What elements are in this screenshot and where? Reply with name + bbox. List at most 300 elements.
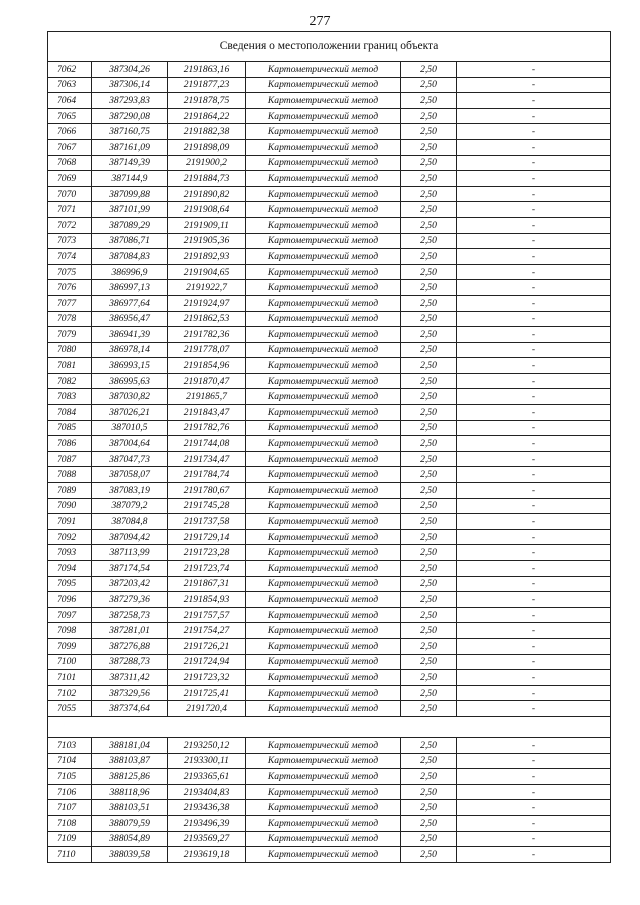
method-cell: Картометрический метод — [246, 233, 401, 249]
table-row — [48, 327, 611, 343]
method-cell: Картометрический метод — [246, 467, 401, 483]
description-cell: - — [457, 139, 611, 155]
accuracy-cell: 2,50 — [401, 311, 457, 327]
description-cell: - — [457, 93, 611, 109]
x-coordinate-cell: 387089,29 — [92, 217, 168, 233]
description-cell: - — [457, 638, 611, 654]
accuracy-cell: 2,50 — [401, 784, 457, 800]
method-cell: Картометрический метод — [246, 217, 401, 233]
point-number-cell: 7071 — [48, 202, 92, 218]
accuracy-cell: 2,50 — [401, 576, 457, 592]
description-cell: - — [457, 342, 611, 358]
point-number-cell: 7107 — [48, 800, 92, 816]
accuracy-cell: 2,50 — [401, 638, 457, 654]
method-cell: Картометрический метод — [246, 737, 401, 753]
y-coordinate-cell: 2191882,38 — [168, 124, 246, 140]
description-cell: - — [457, 155, 611, 171]
description-cell: - — [457, 420, 611, 436]
point-number-cell: 7088 — [48, 467, 92, 483]
point-number-cell: 7103 — [48, 737, 92, 753]
method-cell: Картометрический метод — [246, 514, 401, 530]
point-number-cell: 7105 — [48, 769, 92, 785]
point-number-cell: 7110 — [48, 847, 92, 863]
y-coordinate-cell: 2191723,74 — [168, 561, 246, 577]
accuracy-cell: 2,50 — [401, 186, 457, 202]
description-cell: - — [457, 186, 611, 202]
y-coordinate-cell: 2191867,31 — [168, 576, 246, 592]
table-row — [48, 389, 611, 405]
accuracy-cell: 2,50 — [401, 358, 457, 374]
x-coordinate-cell: 386996,9 — [92, 264, 168, 280]
table-row — [48, 847, 611, 863]
y-coordinate-cell: 2193496,39 — [168, 815, 246, 831]
y-coordinate-cell: 2191723,28 — [168, 545, 246, 561]
point-number-cell: 7055 — [48, 701, 92, 717]
description-cell: - — [457, 249, 611, 265]
y-coordinate-cell: 2191890,82 — [168, 186, 246, 202]
x-coordinate-cell: 387174,54 — [92, 561, 168, 577]
x-coordinate-cell: 388039,58 — [92, 847, 168, 863]
method-cell: Картометрический метод — [246, 186, 401, 202]
y-coordinate-cell: 2191778,07 — [168, 342, 246, 358]
method-cell: Картометрический метод — [246, 545, 401, 561]
accuracy-cell: 2,50 — [401, 373, 457, 389]
x-coordinate-cell: 387161,09 — [92, 139, 168, 155]
table-row — [48, 108, 611, 124]
accuracy-cell: 2,50 — [401, 654, 457, 670]
table-row — [48, 295, 611, 311]
x-coordinate-cell: 387030,82 — [92, 389, 168, 405]
method-cell: Картометрический метод — [246, 654, 401, 670]
y-coordinate-cell: 2191905,36 — [168, 233, 246, 249]
accuracy-cell: 2,50 — [401, 467, 457, 483]
description-cell: - — [457, 784, 611, 800]
table-row — [48, 311, 611, 327]
description-cell: - — [457, 108, 611, 124]
x-coordinate-cell: 387290,08 — [92, 108, 168, 124]
separator-cell — [48, 716, 611, 737]
y-coordinate-cell: 2191922,7 — [168, 280, 246, 296]
y-coordinate-cell: 2193404,83 — [168, 784, 246, 800]
table-row — [48, 769, 611, 785]
description-cell: - — [457, 295, 611, 311]
y-coordinate-cell: 2191734,47 — [168, 451, 246, 467]
method-cell: Картометрический метод — [246, 815, 401, 831]
x-coordinate-cell: 387306,14 — [92, 77, 168, 93]
accuracy-cell: 2,50 — [401, 623, 457, 639]
x-coordinate-cell: 387079,2 — [92, 498, 168, 514]
description-cell: - — [457, 654, 611, 670]
table-row — [48, 217, 611, 233]
x-coordinate-cell: 387084,83 — [92, 249, 168, 265]
x-coordinate-cell: 387004,64 — [92, 436, 168, 452]
y-coordinate-cell: 2191854,93 — [168, 592, 246, 608]
point-number-cell: 7082 — [48, 373, 92, 389]
accuracy-cell: 2,50 — [401, 217, 457, 233]
table-row — [48, 124, 611, 140]
x-coordinate-cell: 387026,21 — [92, 405, 168, 421]
x-coordinate-cell: 387304,26 — [92, 62, 168, 78]
table-row — [48, 576, 611, 592]
accuracy-cell: 2,50 — [401, 436, 457, 452]
table-row — [48, 670, 611, 686]
point-number-cell: 7072 — [48, 217, 92, 233]
point-number-cell: 7104 — [48, 753, 92, 769]
description-cell: - — [457, 576, 611, 592]
accuracy-cell: 2,50 — [401, 514, 457, 530]
description-cell: - — [457, 77, 611, 93]
section-separator-row — [48, 716, 611, 737]
point-number-cell: 7106 — [48, 784, 92, 800]
x-coordinate-cell: 388181,04 — [92, 737, 168, 753]
description-cell: - — [457, 514, 611, 530]
table-header-row — [48, 32, 611, 62]
point-number-cell: 7079 — [48, 327, 92, 343]
point-number-cell: 7087 — [48, 451, 92, 467]
table-row — [48, 529, 611, 545]
method-cell: Картометрический метод — [246, 139, 401, 155]
method-cell: Картометрический метод — [246, 77, 401, 93]
x-coordinate-cell: 387086,71 — [92, 233, 168, 249]
accuracy-cell: 2,50 — [401, 93, 457, 109]
method-cell: Картометрический метод — [246, 436, 401, 452]
accuracy-cell: 2,50 — [401, 295, 457, 311]
y-coordinate-cell: 2191865,7 — [168, 389, 246, 405]
x-coordinate-cell: 387288,73 — [92, 654, 168, 670]
point-number-cell: 7092 — [48, 529, 92, 545]
accuracy-cell: 2,50 — [401, 264, 457, 280]
point-number-cell: 7094 — [48, 561, 92, 577]
x-coordinate-cell: 387149,39 — [92, 155, 168, 171]
table-row — [48, 280, 611, 296]
description-cell: - — [457, 815, 611, 831]
method-cell: Картометрический метод — [246, 358, 401, 374]
table-row — [48, 701, 611, 717]
accuracy-cell: 2,50 — [401, 327, 457, 343]
method-cell: Картометрический метод — [246, 685, 401, 701]
method-cell: Картометрический метод — [246, 561, 401, 577]
y-coordinate-cell: 2191854,96 — [168, 358, 246, 374]
method-cell: Картометрический метод — [246, 753, 401, 769]
method-cell: Картометрический метод — [246, 295, 401, 311]
y-coordinate-cell: 2193300,11 — [168, 753, 246, 769]
point-number-cell: 7065 — [48, 108, 92, 124]
accuracy-cell: 2,50 — [401, 139, 457, 155]
y-coordinate-cell: 2191784,74 — [168, 467, 246, 483]
accuracy-cell: 2,50 — [401, 769, 457, 785]
table-row — [48, 831, 611, 847]
point-number-cell: 7101 — [48, 670, 92, 686]
accuracy-cell: 2,50 — [401, 155, 457, 171]
y-coordinate-cell: 2191864,22 — [168, 108, 246, 124]
point-number-cell: 7075 — [48, 264, 92, 280]
method-cell: Картометрический метод — [246, 249, 401, 265]
y-coordinate-cell: 2191877,23 — [168, 77, 246, 93]
point-number-cell: 7096 — [48, 592, 92, 608]
x-coordinate-cell: 387160,75 — [92, 124, 168, 140]
description-cell: - — [457, 498, 611, 514]
x-coordinate-cell: 388118,96 — [92, 784, 168, 800]
point-number-cell: 7097 — [48, 607, 92, 623]
x-coordinate-cell: 387047,73 — [92, 451, 168, 467]
x-coordinate-cell: 387083,19 — [92, 483, 168, 499]
accuracy-cell: 2,50 — [401, 545, 457, 561]
description-cell: - — [457, 373, 611, 389]
method-cell: Картометрический метод — [246, 311, 401, 327]
x-coordinate-cell: 387084,8 — [92, 514, 168, 530]
point-number-cell: 7108 — [48, 815, 92, 831]
x-coordinate-cell: 387113,99 — [92, 545, 168, 561]
table-row — [48, 737, 611, 753]
point-number-cell: 7090 — [48, 498, 92, 514]
y-coordinate-cell: 2193250,12 — [168, 737, 246, 753]
description-cell: - — [457, 467, 611, 483]
method-cell: Картометрический метод — [246, 342, 401, 358]
description-cell: - — [457, 202, 611, 218]
accuracy-cell: 2,50 — [401, 280, 457, 296]
point-number-cell: 7081 — [48, 358, 92, 374]
table-row — [48, 171, 611, 187]
point-number-cell: 7077 — [48, 295, 92, 311]
y-coordinate-cell: 2191908,64 — [168, 202, 246, 218]
y-coordinate-cell: 2191900,2 — [168, 155, 246, 171]
table-row — [48, 249, 611, 265]
accuracy-cell: 2,50 — [401, 685, 457, 701]
description-cell: - — [457, 753, 611, 769]
description-cell: - — [457, 233, 611, 249]
table-row — [48, 545, 611, 561]
coordinates-table — [47, 31, 611, 863]
method-cell: Картометрический метод — [246, 847, 401, 863]
accuracy-cell: 2,50 — [401, 124, 457, 140]
x-coordinate-cell: 387101,99 — [92, 202, 168, 218]
point-number-cell: 7095 — [48, 576, 92, 592]
description-cell: - — [457, 670, 611, 686]
description-cell: - — [457, 800, 611, 816]
x-coordinate-cell: 388103,51 — [92, 800, 168, 816]
x-coordinate-cell: 386978,14 — [92, 342, 168, 358]
description-cell: - — [457, 685, 611, 701]
y-coordinate-cell: 2191723,32 — [168, 670, 246, 686]
method-cell: Картометрический метод — [246, 483, 401, 499]
method-cell: Картометрический метод — [246, 389, 401, 405]
description-cell: - — [457, 280, 611, 296]
point-number-cell: 7098 — [48, 623, 92, 639]
table-row — [48, 623, 611, 639]
x-coordinate-cell: 387203,42 — [92, 576, 168, 592]
y-coordinate-cell: 2191745,28 — [168, 498, 246, 514]
page-number: 277 — [309, 14, 331, 29]
y-coordinate-cell: 2191780,67 — [168, 483, 246, 499]
description-cell: - — [457, 62, 611, 78]
y-coordinate-cell: 2191754,27 — [168, 623, 246, 639]
accuracy-cell: 2,50 — [401, 592, 457, 608]
description-cell: - — [457, 264, 611, 280]
y-coordinate-cell: 2191862,53 — [168, 311, 246, 327]
accuracy-cell: 2,50 — [401, 389, 457, 405]
y-coordinate-cell: 2191744,08 — [168, 436, 246, 452]
accuracy-cell: 2,50 — [401, 405, 457, 421]
table-row — [48, 186, 611, 202]
accuracy-cell: 2,50 — [401, 701, 457, 717]
point-number-cell: 7076 — [48, 280, 92, 296]
method-cell: Картометрический метод — [246, 420, 401, 436]
accuracy-cell: 2,50 — [401, 77, 457, 93]
table-row — [48, 638, 611, 654]
method-cell: Картометрический метод — [246, 155, 401, 171]
accuracy-cell: 2,50 — [401, 831, 457, 847]
point-number-cell: 7084 — [48, 405, 92, 421]
method-cell: Картометрический метод — [246, 623, 401, 639]
description-cell: - — [457, 831, 611, 847]
point-number-cell: 7067 — [48, 139, 92, 155]
x-coordinate-cell: 387099,88 — [92, 186, 168, 202]
y-coordinate-cell: 2191729,14 — [168, 529, 246, 545]
point-number-cell: 7089 — [48, 483, 92, 499]
x-coordinate-cell: 386997,13 — [92, 280, 168, 296]
accuracy-cell: 2,50 — [401, 108, 457, 124]
point-number-cell: 7063 — [48, 77, 92, 93]
x-coordinate-cell: 387374,64 — [92, 701, 168, 717]
table-row — [48, 264, 611, 280]
method-cell: Картометрический метод — [246, 202, 401, 218]
y-coordinate-cell: 2191720,4 — [168, 701, 246, 717]
accuracy-cell: 2,50 — [401, 451, 457, 467]
y-coordinate-cell: 2191725,41 — [168, 685, 246, 701]
method-cell: Картометрический метод — [246, 607, 401, 623]
table-row — [48, 93, 611, 109]
method-cell: Картометрический метод — [246, 576, 401, 592]
point-number-cell: 7093 — [48, 545, 92, 561]
table-row — [48, 498, 611, 514]
table-row — [48, 561, 611, 577]
x-coordinate-cell: 387010,5 — [92, 420, 168, 436]
table-row — [48, 233, 611, 249]
point-number-cell: 7100 — [48, 654, 92, 670]
y-coordinate-cell: 2193436,38 — [168, 800, 246, 816]
accuracy-cell: 2,50 — [401, 249, 457, 265]
method-cell: Картометрический метод — [246, 62, 401, 78]
description-cell: - — [457, 529, 611, 545]
y-coordinate-cell: 2191892,93 — [168, 249, 246, 265]
table-row — [48, 342, 611, 358]
x-coordinate-cell: 386956,47 — [92, 311, 168, 327]
point-number-cell: 7099 — [48, 638, 92, 654]
method-cell: Картометрический метод — [246, 93, 401, 109]
method-cell: Картометрический метод — [246, 529, 401, 545]
table-row — [48, 685, 611, 701]
x-coordinate-cell: 386977,64 — [92, 295, 168, 311]
accuracy-cell: 2,50 — [401, 498, 457, 514]
point-number-cell: 7091 — [48, 514, 92, 530]
point-number-cell: 7064 — [48, 93, 92, 109]
accuracy-cell: 2,50 — [401, 233, 457, 249]
table-row — [48, 405, 611, 421]
method-cell: Картометрический метод — [246, 784, 401, 800]
point-number-cell: 7080 — [48, 342, 92, 358]
description-cell: - — [457, 701, 611, 717]
description-cell: - — [457, 124, 611, 140]
accuracy-cell: 2,50 — [401, 607, 457, 623]
x-coordinate-cell: 386995,63 — [92, 373, 168, 389]
method-cell: Картометрический метод — [246, 592, 401, 608]
x-coordinate-cell: 386941,39 — [92, 327, 168, 343]
description-cell: - — [457, 217, 611, 233]
table-row — [48, 753, 611, 769]
point-number-cell: 7083 — [48, 389, 92, 405]
table-row — [48, 607, 611, 623]
accuracy-cell: 2,50 — [401, 529, 457, 545]
method-cell: Картометрический метод — [246, 769, 401, 785]
description-cell: - — [457, 405, 611, 421]
description-cell: - — [457, 592, 611, 608]
x-coordinate-cell: 387276,88 — [92, 638, 168, 654]
method-cell: Картометрический метод — [246, 800, 401, 816]
accuracy-cell: 2,50 — [401, 483, 457, 499]
description-cell: - — [457, 545, 611, 561]
method-cell: Картометрический метод — [246, 638, 401, 654]
table-row — [48, 373, 611, 389]
y-coordinate-cell: 2191870,47 — [168, 373, 246, 389]
point-number-cell: 7102 — [48, 685, 92, 701]
description-cell: - — [457, 769, 611, 785]
x-coordinate-cell: 388125,86 — [92, 769, 168, 785]
accuracy-cell: 2,50 — [401, 670, 457, 686]
table-row — [48, 815, 611, 831]
x-coordinate-cell: 387144,9 — [92, 171, 168, 187]
point-number-cell: 7085 — [48, 420, 92, 436]
method-cell: Картометрический метод — [246, 701, 401, 717]
point-number-cell: 7073 — [48, 233, 92, 249]
table-row — [48, 784, 611, 800]
point-number-cell: 7068 — [48, 155, 92, 171]
description-cell: - — [457, 171, 611, 187]
accuracy-cell: 2,50 — [401, 342, 457, 358]
y-coordinate-cell: 2193365,61 — [168, 769, 246, 785]
description-cell: - — [457, 607, 611, 623]
point-number-cell: 7066 — [48, 124, 92, 140]
x-coordinate-cell: 387258,73 — [92, 607, 168, 623]
y-coordinate-cell: 2191726,21 — [168, 638, 246, 654]
y-coordinate-cell: 2191843,47 — [168, 405, 246, 421]
accuracy-cell: 2,50 — [401, 815, 457, 831]
method-cell: Картометрический метод — [246, 498, 401, 514]
method-cell: Картометрический метод — [246, 451, 401, 467]
point-number-cell: 7086 — [48, 436, 92, 452]
y-coordinate-cell: 2191863,16 — [168, 62, 246, 78]
table-row — [48, 358, 611, 374]
accuracy-cell: 2,50 — [401, 420, 457, 436]
accuracy-cell: 2,50 — [401, 561, 457, 577]
x-coordinate-cell: 387281,01 — [92, 623, 168, 639]
y-coordinate-cell: 2191724,94 — [168, 654, 246, 670]
table-title: Сведения о местоположении границ объекта — [48, 32, 611, 62]
table-row — [48, 436, 611, 452]
x-coordinate-cell: 387293,83 — [92, 93, 168, 109]
method-cell: Картометрический метод — [246, 124, 401, 140]
accuracy-cell: 2,50 — [401, 62, 457, 78]
table-row — [48, 420, 611, 436]
point-number-cell: 7062 — [48, 62, 92, 78]
x-coordinate-cell: 386993,15 — [92, 358, 168, 374]
x-coordinate-cell: 388103,87 — [92, 753, 168, 769]
description-cell: - — [457, 561, 611, 577]
y-coordinate-cell: 2191904,65 — [168, 264, 246, 280]
y-coordinate-cell: 2191878,75 — [168, 93, 246, 109]
description-cell: - — [457, 737, 611, 753]
x-coordinate-cell: 387094,42 — [92, 529, 168, 545]
y-coordinate-cell: 2191737,58 — [168, 514, 246, 530]
